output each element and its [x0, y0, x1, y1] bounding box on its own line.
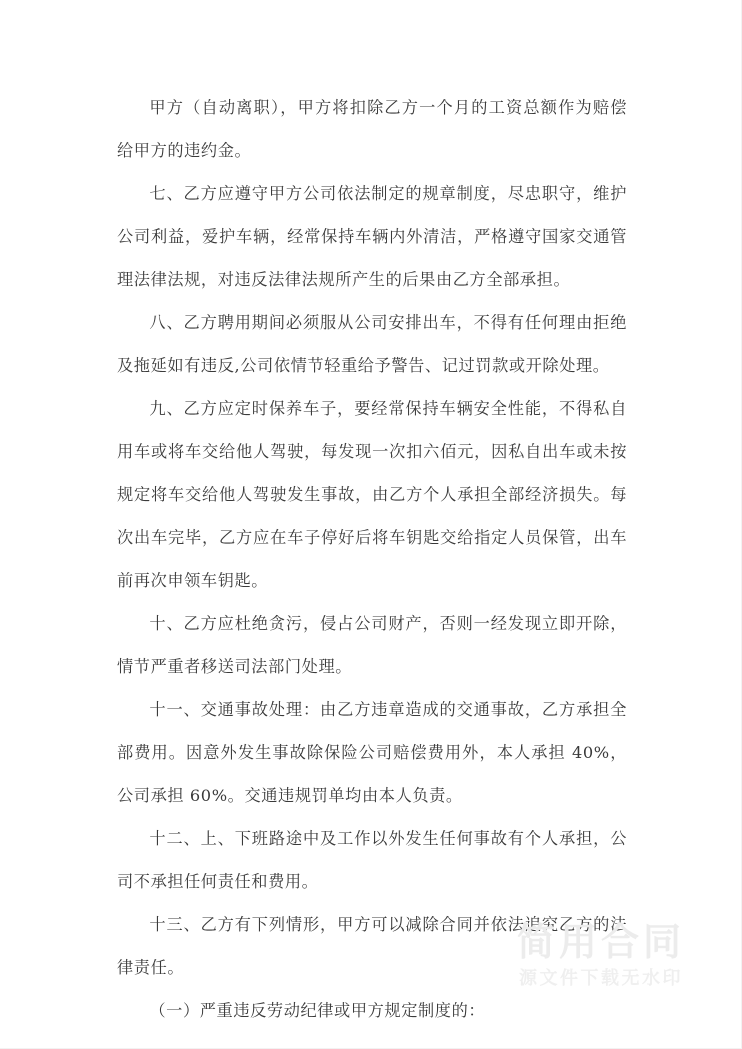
paragraph-clause-9: 九、乙方应定时保养车子，要经常保持车辆安全性能，不得私自用车或将车交给他人驾驶，每发现一次扣六佰元，因私自出车或未按规定将车交给他人驾驶发生事故，由乙方个人承担全部经济损失。每次出车完毕，乙方应在车子停好后将车钥匙交给指定人员保管，出车前再次申领车钥匙。	[117, 399, 627, 590]
paragraph-clause-11: 十一、交通事故处理：由乙方违章造成的交通事故，乙方承担全部费用。因意外发生事故除保险公司赔偿费用外，本人承担 40%，公司承担 60%。交通违规罚单均由本人负责。	[117, 700, 627, 805]
paragraph-carryover: 甲方（自动离职），甲方将扣除乙方一个月的工资总额作为赔偿给甲方的违约金。	[117, 98, 627, 160]
watermark-main-text: 简用合同	[516, 920, 685, 964]
paragraph-clause-8: 八、乙方聘用期间必须服从公司安排出车，不得有任何理由拒绝及拖延如有违反,公司依情节轻重给予警告、记过罚款或开除处理。	[117, 313, 627, 375]
watermark-sub-text: 源文件下载无水印	[519, 968, 683, 989]
paragraph-clause-10: 十、乙方应杜绝贪污，侵占公司财产，否则一经发现立即开除，情节严重者移送司法部门处理。	[117, 614, 627, 676]
paragraph-clause-7: 七、乙方应遵守甲方公司依法制定的规章制度，尽忠职守，维护公司利益，爱护车辆，经常保持车辆内外清洁，严格遵守国家交通管理法律法规，对违反法律法规所产生的后果由乙方全部承担。	[117, 184, 627, 289]
document-body	[117, 86, 627, 1032]
paragraph-clause-13: 十三、乙方有下列情形，甲方可以减除合同并依法追究乙方的法律责任。	[117, 915, 627, 977]
paragraph-item-1: （一）严重违反劳动纪律或甲方规定制度的：	[149, 1001, 486, 1020]
paragraph-clause-12: 十二、上、下班路途中及工作以外发生任何事故有个人承担，公司不承担任何责任和费用。	[117, 829, 627, 891]
